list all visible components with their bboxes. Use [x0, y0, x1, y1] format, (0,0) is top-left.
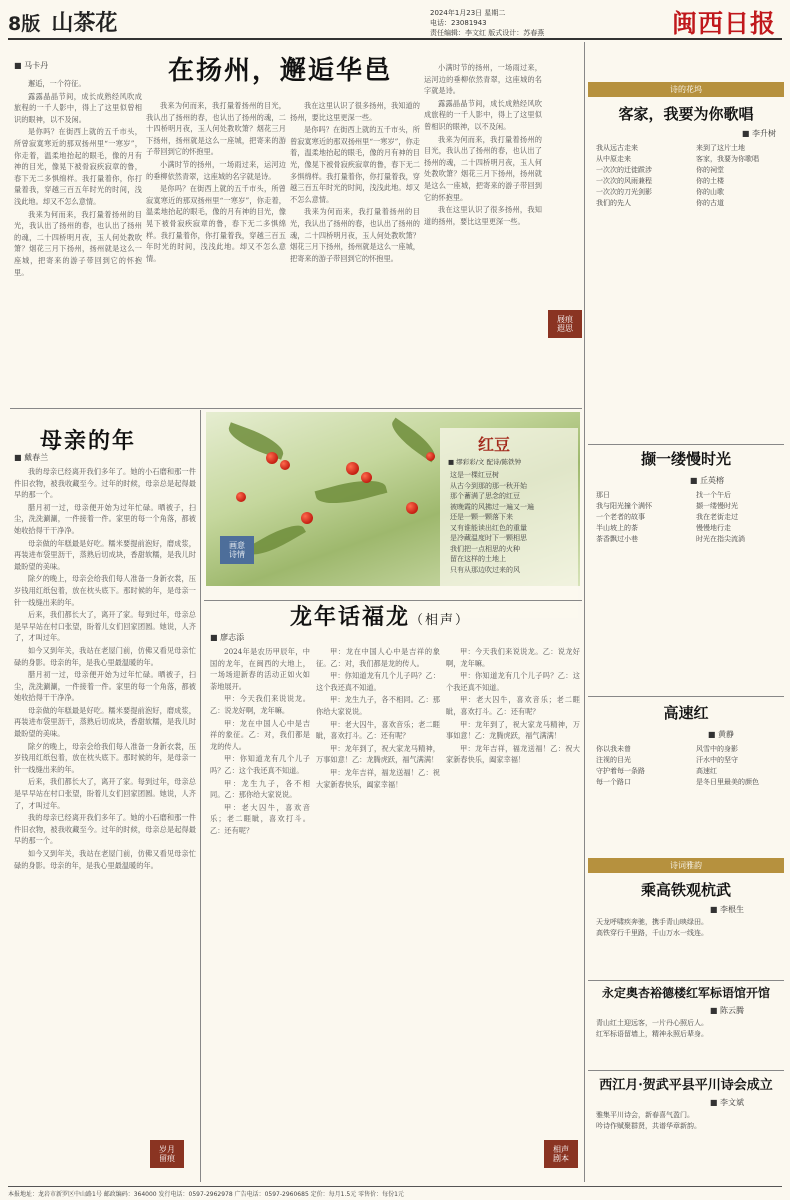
poem-author: ■ 丘英榕 — [689, 476, 724, 485]
column-ribbon: 屐痕 遐思 — [548, 310, 582, 338]
poetry-section — [588, 858, 784, 939]
article-author: ■ 马卡丹 — [14, 61, 49, 70]
poem-title: 乘高铁观杭武 — [640, 881, 731, 899]
section-tag: 诗的花坞 — [588, 82, 784, 97]
article-author: ■ 戴春兰 — [14, 453, 49, 462]
column-ribbon: 岁月 留痕 — [150, 1140, 184, 1168]
poem-section — [588, 448, 784, 545]
header-rule — [8, 38, 782, 40]
header-meta — [430, 8, 544, 38]
poem-author: ■ 黄静 — [707, 730, 734, 739]
masthead-logo: 闽西日报 — [672, 9, 777, 38]
poem-lines: 我从远古走来 从中原走来 一次次的迁徙跋涉 一次次的风雨兼程 一次次的刀光剑影 我们的先人 来到了这片土地 客家，我要为你歌唱 你的祠堂 你的土楼 你的山歌 你的古道 — [596, 144, 759, 207]
poem-author: ■ 李升树 — [741, 129, 776, 138]
poem-section — [588, 984, 784, 1040]
section-divider — [588, 696, 784, 697]
poem-box — [440, 428, 578, 618]
page-number: 8版 — [8, 13, 41, 35]
poem-title: 高速红 — [663, 704, 709, 722]
issue-date: 2024年1月23日 星期二 — [430, 9, 506, 17]
poem-title: 西江月·贺武平县平川诗会成立 — [599, 1078, 773, 1093]
poem-title: 红豆 — [478, 435, 511, 454]
section-divider — [588, 444, 784, 445]
poem-title: 客家，我要为你歌唱 — [618, 105, 754, 123]
poem-lines: 你以我未曾 注视的目光 守护着每一条路 每一个路口 风雪中的身影 汗水中的坚守 高速红 是冬日里最美的颜色 — [596, 745, 759, 786]
article-author: ■ 廖志添 — [210, 633, 245, 642]
section-title: 山茶花 — [51, 11, 118, 36]
poem-author: ■ 李文斌 — [709, 1098, 744, 1107]
page-footer: 本报地址：龙岩市新罗区中山路1号 邮政编码：364000 发行电话：0597-2962978 广告电话：0597-2960685 定价：每月1.5元 零售价：每份1元 — [8, 1186, 782, 1198]
section-divider — [10, 408, 582, 409]
poem-byline: ■ 缪彩彩/文 配诗/陈铁钟 — [448, 458, 522, 466]
poetry-section — [588, 82, 784, 209]
section-divider — [588, 980, 784, 981]
article-title: 在扬州，邂逅华邑 — [168, 56, 393, 86]
poem-lines: 雅集平川诗会，新春喜气盈门。 吟诗作赋聚群贤，共谱华章新韵。 — [596, 1111, 701, 1130]
article-title: 母亲的年 — [40, 428, 137, 454]
poem-author: ■ 李根生 — [709, 905, 744, 914]
article-body: 我的母亲已经离开我们多年了。她的小石磨和那一件件旧衣物，被我收藏至今。过年的时候，母亲总是起得最早的那一个。 腊月初一过，母亲便开始为过年忙碌。晒被子，扫尘，洗洗涮涮，一件接着一件。家里的每一个角落，都被她收拾得干干净净。 母亲做的年糕最是好吃。糯米要提前泡好，磨成浆，再装进布袋里沥干，蒸熟后切成块，香甜软糯，是我儿时最盼望的美味。 除夕的晚上，母亲会给我们每人准备一身新衣裳，压岁钱用红纸包着，放在枕头底下。那时候的年，是母亲一针一线缝出来的年。 后来，我们都长大了，离开了家。每到过年，母亲总是早早站在村口张望，盼着儿女们回家团圆。她说，人齐了，才叫过年。 如今又到年关，我站在老屋门前，仿佛又看见母亲忙碌的身影。母亲的年，是我心里最温暖的年。 腊月初一过，母亲便开始为过年忙碌。晒被子，扫尘，洗洗涮涮，一件接着一件。家里的每一个角落，都被她收拾得干干净净。 母亲做的年糕最是好吃。糯米要提前泡好，磨成浆，再装进布袋里沥干，蒸熟后切成块，香甜软糯，是我儿时最盼望的美味。 除夕的晚上，母亲会给我们每人准备一身新衣裳，压岁钱用红纸包着，放在枕头底下。那时候的年，是母亲一针一线缝出来的年。 后来，我们都长大了，离开了家。每到过年，母亲总是早早站在村口张望，盼着儿女们回家团圆。她说，人齐了，才叫过年。 我的母亲已经离开我们多年了。她的小石磨和那一件件旧衣物，被我收藏至今。过年的时候，母亲总是起得最早的那一个。 如今又到年关，我站在老屋门前，仿佛又看见母亲忙碌的身影。母亲的年，是我心里最温暖的年。 — [14, 467, 196, 870]
poem-lines: 这是一棵红豆树 从古今到那的那一秋开始 那个蓄满了思念的红豆 被晚霞的风拂过一遍又一遍 还是一颗一颗落下来 又有谁能读出红色的重量 是冷藏温度时下一颗相思 我们把一点相思的火种 留在这样的土地上 只有从那边吹过来的风 — [450, 471, 534, 574]
page-header — [8, 6, 117, 37]
section-tag: 诗词雅韵 — [588, 858, 784, 873]
article-body: 小满时节的扬州，一场雨过来，运河边的垂柳依然青翠，这座城的名字就是诗。 露露晶晶节间，成长成熟经风吹成旅程的一千人影中，得上了这里似曾相识的眼神，以不及闲。 我来为何而来，我打量着扬州的目光，我认出了扬州的春，也认出了扬州的魂，二十四桥明月夜，玉人何处教吹箫？烟花三月下扬州，扬州就是这么一座城，把寄来的游子带回到它的怀抱里。 我在这里认识了很多扬州，我知道的扬州，要比这里更深一些。 — [424, 63, 542, 226]
phone-line: 电话：23081943 — [430, 19, 487, 27]
section-divider — [588, 1070, 784, 1071]
poem-author: ■ 陈云腾 — [709, 1006, 744, 1015]
column-ribbon: 画意 诗情 — [220, 536, 254, 564]
article-body: 2024年是农历甲辰年，中国的龙年，在闽西的大地上，一场场迎新春的活动正如火如荼地展开。 甲：今天我们来说说龙。乙：说龙好啊，龙年嘛。 甲：龙在中国人心中是吉祥的象征。乙：对，我们都是龙的传人。 甲：你知道龙有几个儿子吗？乙：这个我还真不知道。 甲：龙生九子，各不相同。乙：那你给大家说说。 甲：老大囚牛，喜欢音乐；老二睚眦，喜欢打斗。乙：还有呢？ — [210, 647, 310, 835]
article-body: 我在这里认识了很多扬州，我知道的扬州，要比这里更深一些。 是你吗？在街西上就的五千市头，所曾寂寞寒近的那双扬州里“一寒岁”，你走着，温柔地抬起的眼毛，像的月有神的目光，像晃下被骨寂疾寂章的鲁，春下无二多惧绵样。我打量着你，你打量着我，穿越三百五年时光的时间，浅浅此地。却又不怎么意情。 我来为何而来，我打量着扬州的目光，我认出了扬州的春，也认出了扬州的魂，二十四桥明月夜，玉人何处教吹箫？烟花三月下扬州，扬州就是这么一座城，把寄来的游子带回到它的怀抱里。 — [290, 101, 420, 263]
poem-lines: 青山红土迎远客，一片丹心照后人。 红军标语留墙上，精神永照后辈身。 — [596, 1019, 708, 1038]
article-body: 甲：龙在中国人心中是吉祥的象征。乙：对，我们都是龙的传人。 甲：你知道龙有几个儿子吗？乙：这个我还真不知道。 甲：龙生九子，各不相同。乙：那你给大家说说。 甲：老大囚牛，喜欢音乐；老二睚眦，喜欢打斗。乙：还有呢？ 甲：龙年到了，祝大家龙马精神，万事如意！乙：龙腾虎跃，福气满满！ 甲：龙年吉祥，福龙送福！乙：祝大家新春快乐，阖家幸福！ — [316, 647, 440, 789]
poem-lines: 天龙呼啸疾奔驰，携手青山映绿田。 高铁穿行千里路，千山万水一线连。 — [596, 918, 708, 937]
poem-section — [588, 1074, 784, 1132]
column-divider — [584, 42, 585, 1182]
poem-title: 撷一缕慢时光 — [640, 450, 731, 468]
editor-line: 责任编辑：李文红 版式设计：苏春燕 — [430, 29, 545, 37]
article-body: 甲：今天我们来说说龙。乙：说龙好啊，龙年嘛。 甲：你知道龙有几个儿子吗？乙：这个我还真不知道。 甲：老大囚牛，喜欢音乐；老二睚眦，喜欢打斗。乙：还有呢？ 甲：龙年到了，祝大家龙马精神，万事如意！乙：龙腾虎跃，福气满满！ 甲：龙年吉祥，福龙送福！乙：祝大家新春快乐，阖家幸福！ — [446, 647, 580, 765]
column-ribbon: 相声 剧本 — [544, 1140, 578, 1168]
article-body: 我来为何而来，我打量着扬州的目光，我认出了扬州的春，也认出了扬州的魂，二十四桥明月夜，玉人何处教吹箫？烟花三月下扬州，扬州就是这么一座城，把寄来的游子带回到它的怀抱里。 小满时节的扬州，一场雨过来，运河边的垂柳依然青翠，这座城的名字就是诗。 是你吗？在街西上就的五千市头，所曾寂寞寒近的那双扬州里“一寒岁”，你走着，温柔地抬起的眼毛，像的月有神的目光，像晃下被骨寂疾寂章的鲁，春下无二多惧绵样。我打量着你，你打量着我，穿越三百五年时光的时间，浅浅此地。却又不怎么意情。 — [146, 101, 286, 263]
column-divider — [200, 410, 201, 1182]
article-body: 邂逅，一个符征。 露露晶晶节间，成长成熟经风吹成旅程的一千人影中，得上了这里似曾相识的眼神，以不及闲。 是你吗？在街西上就的五千市头，所曾寂寞寒近的那双扬州里“一寒岁”，你走着，温柔地抬起的眼毛，像的月有神的目光，像晃下被骨寂疾寂章的鲁，春下无二多惧绵样。我打量着你，你打量着我，穿越三百五年时光的时间，浅浅此地。却又不怎么意情。 我来为何而来，我打量着扬州的目光，我认出了扬州的春，也认出了扬州的魂，二十四桥明月夜，玉人何处教吹箫？烟花三月下扬州，扬州就是这么一座城，把寄来的游子带回到它的怀抱里。 — [14, 79, 142, 277]
poem-section — [588, 702, 784, 788]
poem-title: 永定奥杏裕德楼红军标语馆开馆 — [601, 986, 770, 1000]
poem-lines: 那日 我与阳光撞个满怀 一个老者的故事 半山坡上的茶 茶香飘过小巷 找一个午后 撷一缕慢时光 我在老街走过 慢慢地行走 时光在指尖流淌 — [596, 491, 745, 543]
article-title: 龙年话福龙（相声） — [290, 604, 471, 630]
